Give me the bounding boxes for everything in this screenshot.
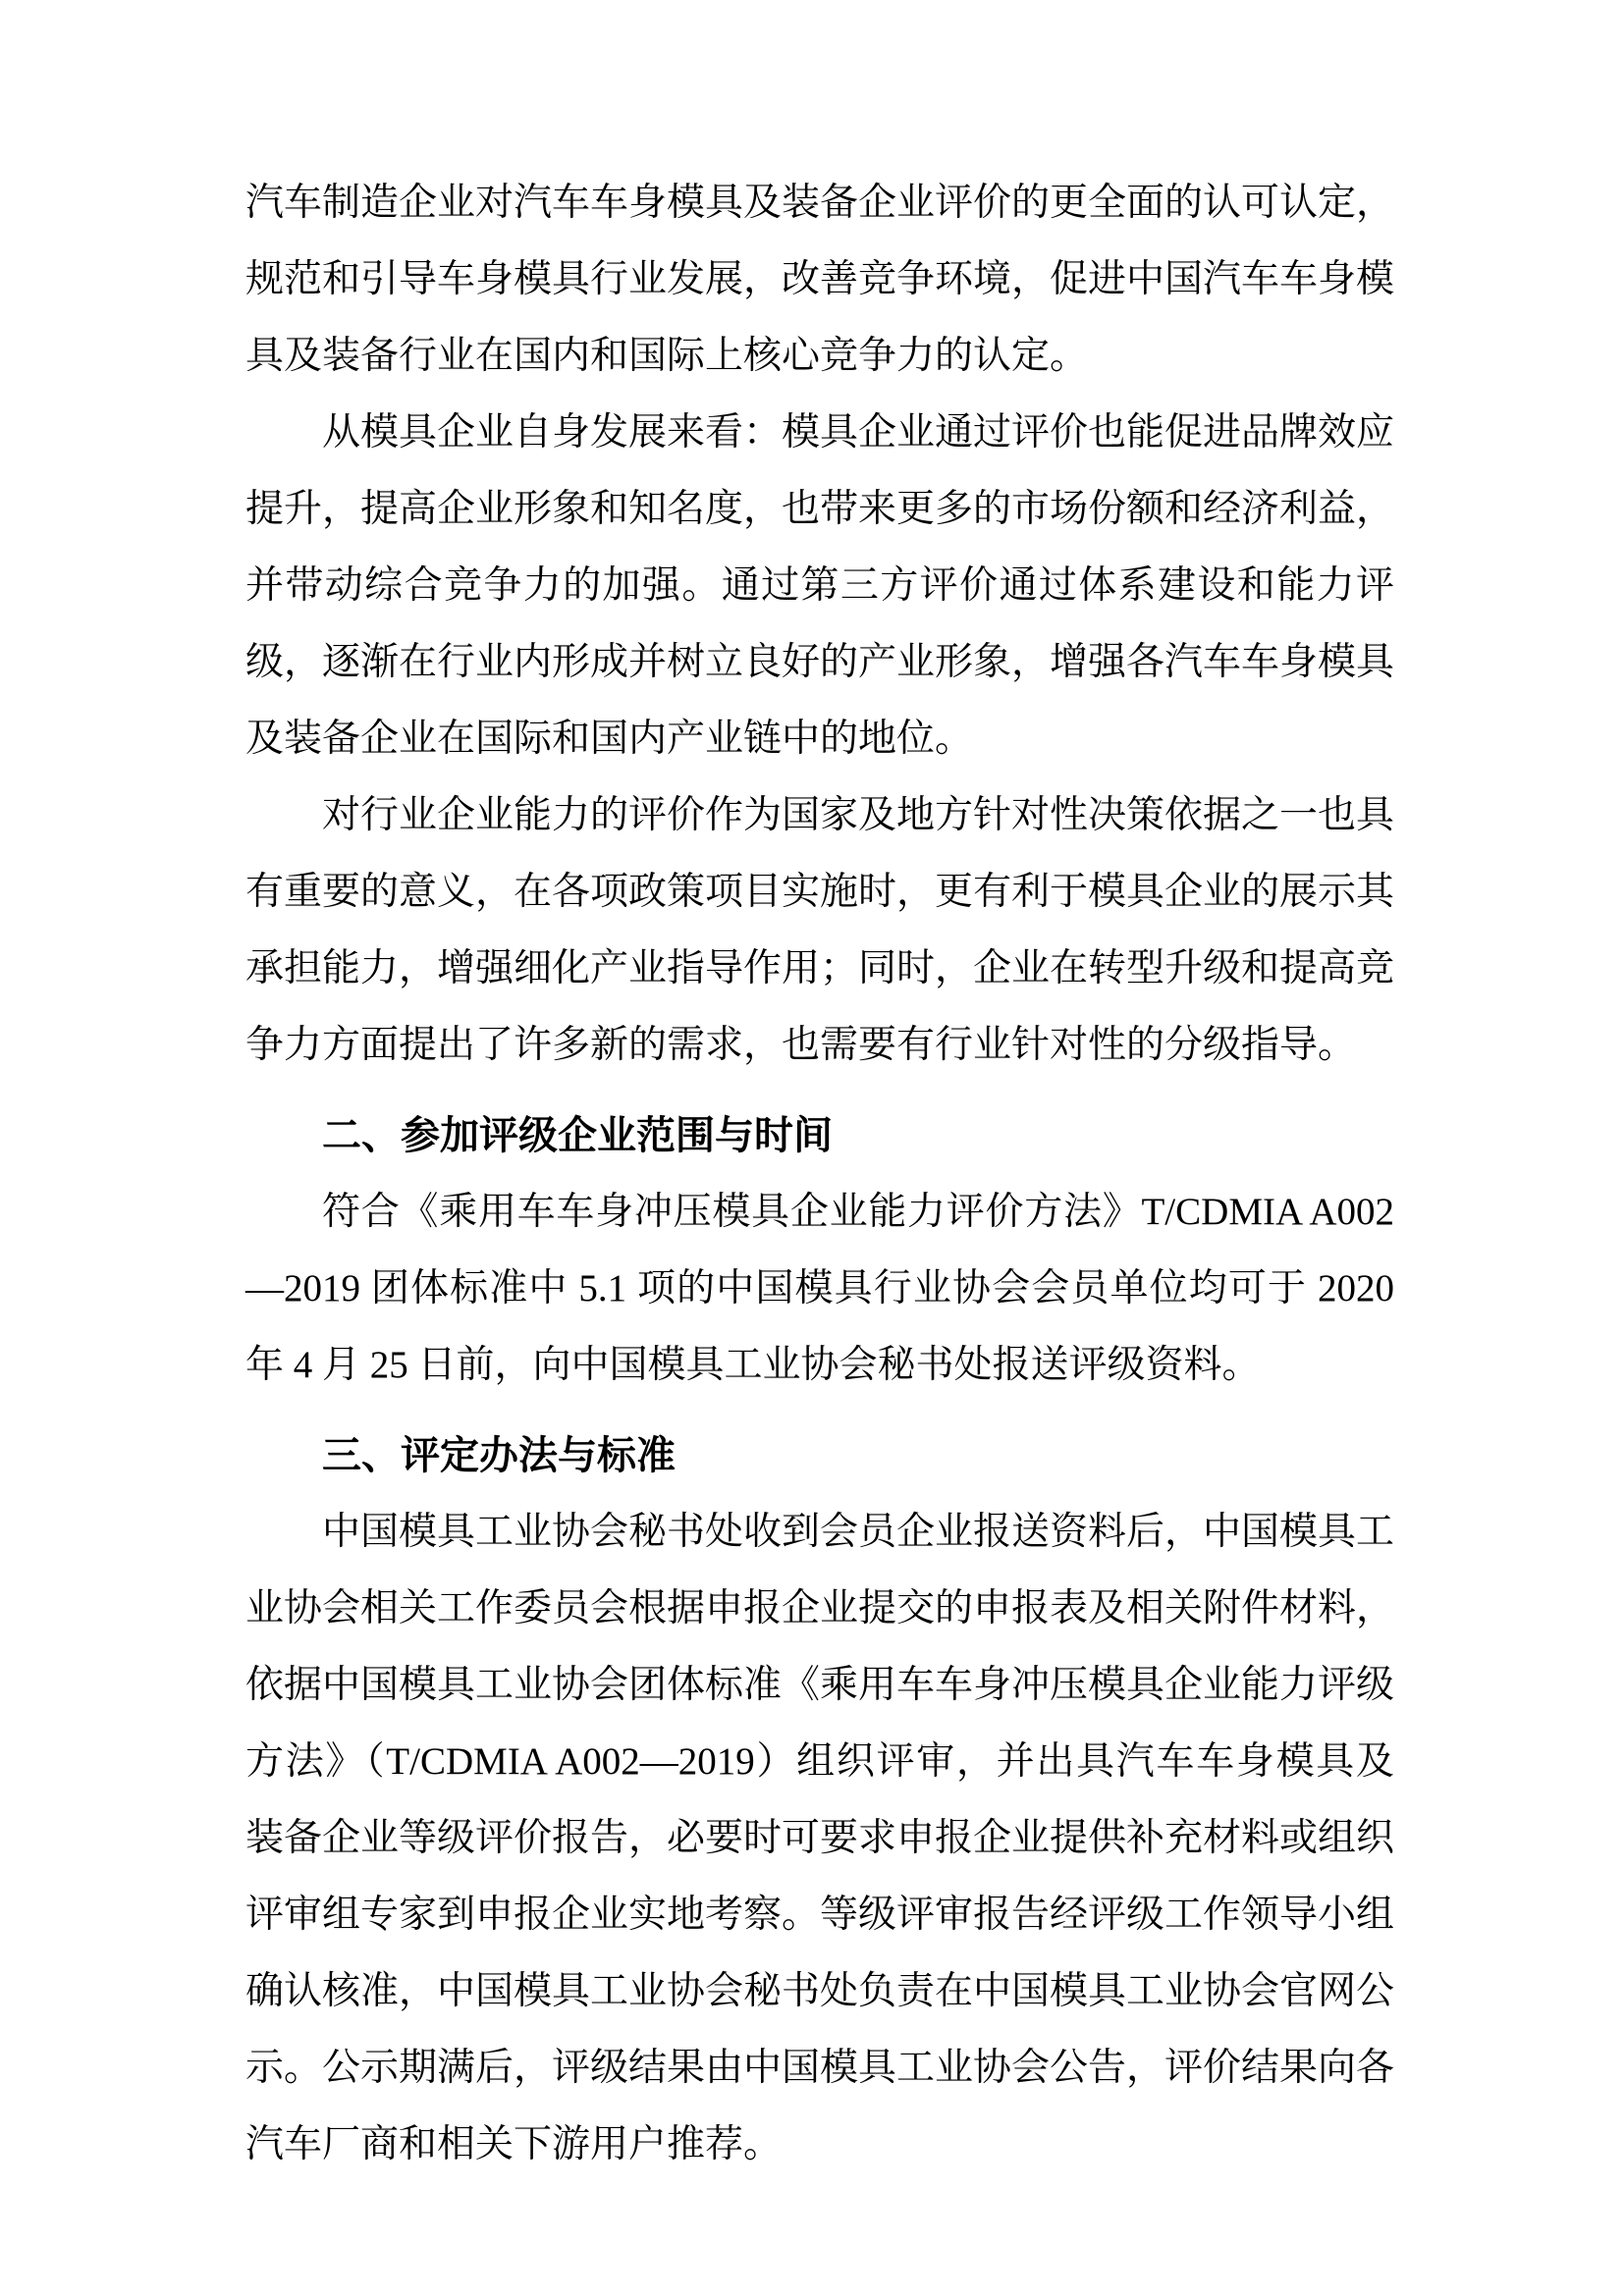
section-heading: 三、评定办法与标准 bbox=[322, 1434, 676, 1477]
body-paragraph: 中国模具工业协会秘书处收到会员企业报送资料后，中国模具工业协会相关工作委员会根据申报企业提交的申报表及相关附件材料，依据中国模具工业协会团体标准《乘用车车身冲压模具企业能力评级方法》（T/CDMIA A002—2019）组织评审，并出具汽车车身模具及装备企业等级评价报告，必要时可要求申报企业提供补充材料或组织评审组专家到申报企业实地考察。等级评审报告经评级工作领导小组确认核准，中国模具工业协会秘书处负责在中国模具工业协会官网公示。公示期满后，评级结果由中国模具工业协会公告，评价结果向各汽车厂商和相关下游用户推荐。 bbox=[245, 1511, 1395, 2165]
body-paragraph: 对行业企业能力的评价作为国家及地方针对性决策依据之一也具有重要的意义，在各项政策项目实施时，更有利于模具企业的展示其承担能力，增强细化产业指导作用；同时，企业在转型升级和提高竞争力方面提出了许多新的需求，也需要有行业针对性的分级指导。 bbox=[245, 794, 1395, 1066]
section-heading: 二、参加评级企业范围与时间 bbox=[322, 1114, 833, 1157]
body-paragraph: 从模具企业自身发展来看：模具企业通过评价也能促进品牌效应提升，提高企业形象和知名度，也带来更多的市场份额和经济利益，并带动综合竞争力的加强。通过第三方评价通过体系建设和能力评级，逐渐在行业内形成并树立良好的产业形象，增强各汽车车身模具及装备企业在国际和国内产业链中的地位。 bbox=[245, 411, 1395, 760]
body-paragraph: 汽车制造企业对汽车车身模具及装备企业评价的更全面的认可认定，规范和引导车身模具行业发展，改善竞争环境，促进中国汽车车身模具及装备行业在国内和国际上核心竞争力的认定。 bbox=[245, 182, 1395, 377]
document-content bbox=[245, 0, 1394, 2183]
body-paragraph: 符合《乘用车车身冲压模具企业能力评价方法》T/CDMIA A002—2019 团体标准中 5.1 项的中国模具行业协会会员单位均可于 2020 年 4 月 25 日前，向中国模具工业协会秘书处报送评级资料。 bbox=[245, 1191, 1394, 1386]
